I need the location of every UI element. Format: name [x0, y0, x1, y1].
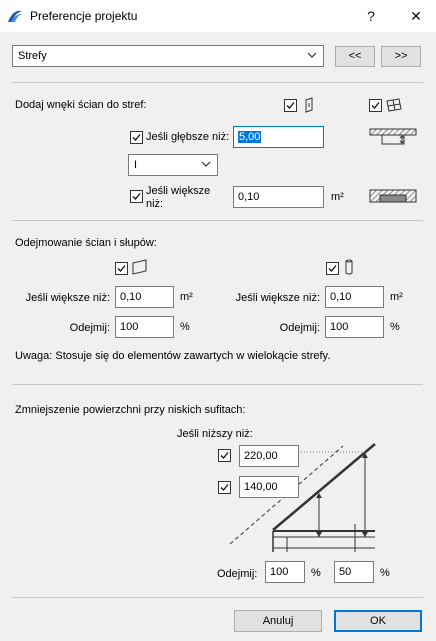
larger-than-checkbox[interactable]	[130, 190, 143, 203]
category-select[interactable]	[12, 45, 324, 67]
columns-larger-value: 0,10	[330, 291, 352, 303]
walls-deduct-percent: %	[180, 321, 190, 333]
niches-heading: Dodaj wnęki ścian do stref:	[15, 99, 147, 111]
ceiling-deduct1-percent: %	[311, 567, 321, 579]
columns-deduct-value: 100	[330, 321, 349, 333]
niches-wall-checkbox[interactable]	[284, 99, 297, 112]
walls-larger-unit: m²	[180, 291, 193, 303]
prev-page-button[interactable]: <<	[335, 46, 375, 67]
ceiling-deduct2-percent: %	[380, 567, 390, 579]
zone-niche-icon	[386, 98, 402, 115]
column-icon	[344, 258, 354, 279]
deeper-than-value: 5,00	[239, 131, 261, 143]
height1-input[interactable]	[239, 445, 299, 467]
chevron-down-icon	[306, 49, 318, 61]
ceiling-deduct-label: Odejmij:	[217, 568, 258, 580]
deduct-note: Uwaga: Stosuje się do elementów zawartych w wielokącie strefy.	[15, 350, 331, 362]
height1-checkbox[interactable]	[218, 449, 231, 462]
columns-deduct-label: Odejmij:	[279, 322, 320, 334]
separator	[12, 384, 423, 385]
height2-input[interactable]	[239, 476, 299, 498]
deeper-than-checkbox[interactable]	[130, 131, 143, 144]
larger-than-label-line2: niż:	[146, 198, 164, 210]
columns-larger-input[interactable]	[325, 286, 384, 308]
chevron-down-icon	[200, 158, 212, 170]
ceiling-deduct2-input[interactable]	[334, 561, 374, 583]
operator-select[interactable]	[128, 154, 218, 176]
columns-deduct-percent: %	[390, 321, 400, 333]
cancel-button[interactable]: Anuluj	[234, 610, 322, 632]
walls-larger-value: 0,10	[120, 291, 142, 303]
larger-than-label-line1: Jeśli większe	[146, 185, 211, 197]
deeper-than-input[interactable]	[233, 126, 324, 148]
walls-larger-label: Jeśli większe niż:	[25, 292, 110, 304]
columns-larger-label: Jeśli większe niż:	[235, 292, 320, 304]
larger-than-input[interactable]	[233, 186, 324, 208]
niches-zone-checkbox[interactable]	[369, 99, 382, 112]
height2-checkbox[interactable]	[218, 481, 231, 494]
niche-area-diagram-icon	[368, 187, 418, 210]
larger-than-value: 0,10	[238, 191, 260, 203]
separator	[12, 82, 423, 83]
columns-deduct-input[interactable]	[325, 316, 384, 338]
help-button[interactable]: ?	[367, 8, 375, 24]
columns-larger-unit: m²	[390, 291, 403, 303]
wall-niche-icon	[304, 97, 314, 116]
ceiling-deduct1-value: 100	[270, 566, 289, 578]
window-title: Preferencje projektu	[30, 9, 138, 23]
ceiling-deduct1-input[interactable]	[265, 561, 305, 583]
app-logo-icon	[7, 8, 23, 24]
ceiling-deduct2-value: 50	[339, 566, 352, 578]
walls-deduct-label: Odejmij:	[69, 322, 110, 334]
next-page-button[interactable]: >>	[381, 46, 421, 67]
ok-button[interactable]: OK	[334, 610, 422, 632]
separator	[12, 220, 423, 221]
niche-depth-diagram-icon	[368, 126, 418, 151]
walls-larger-input[interactable]	[115, 286, 174, 308]
category-select-value: Strefy	[18, 50, 47, 62]
walls-deduct-input[interactable]	[115, 316, 174, 338]
larger-than-unit: m²	[331, 191, 344, 203]
deduct-heading: Odejmowanie ścian i słupów:	[15, 237, 157, 249]
separator	[12, 597, 423, 598]
ceiling-heading: Zmniejszenie powierzchni przy niskich sufitach:	[15, 404, 246, 416]
height2-value: 140,00	[244, 481, 278, 493]
larger-than-label	[146, 185, 210, 211]
height1-value: 220,00	[244, 450, 278, 462]
lower-than-label: Jeśli niższy niż:	[177, 428, 253, 440]
walls-deduct-value: 100	[120, 321, 139, 333]
operator-select-value: I	[134, 159, 138, 171]
wall-icon	[131, 259, 149, 278]
deduct-walls-checkbox[interactable]	[115, 262, 128, 275]
deeper-than-label: Jeśli głębsze niż:	[146, 131, 230, 143]
deduct-columns-checkbox[interactable]	[326, 262, 339, 275]
close-button[interactable]: ✕	[410, 8, 422, 24]
